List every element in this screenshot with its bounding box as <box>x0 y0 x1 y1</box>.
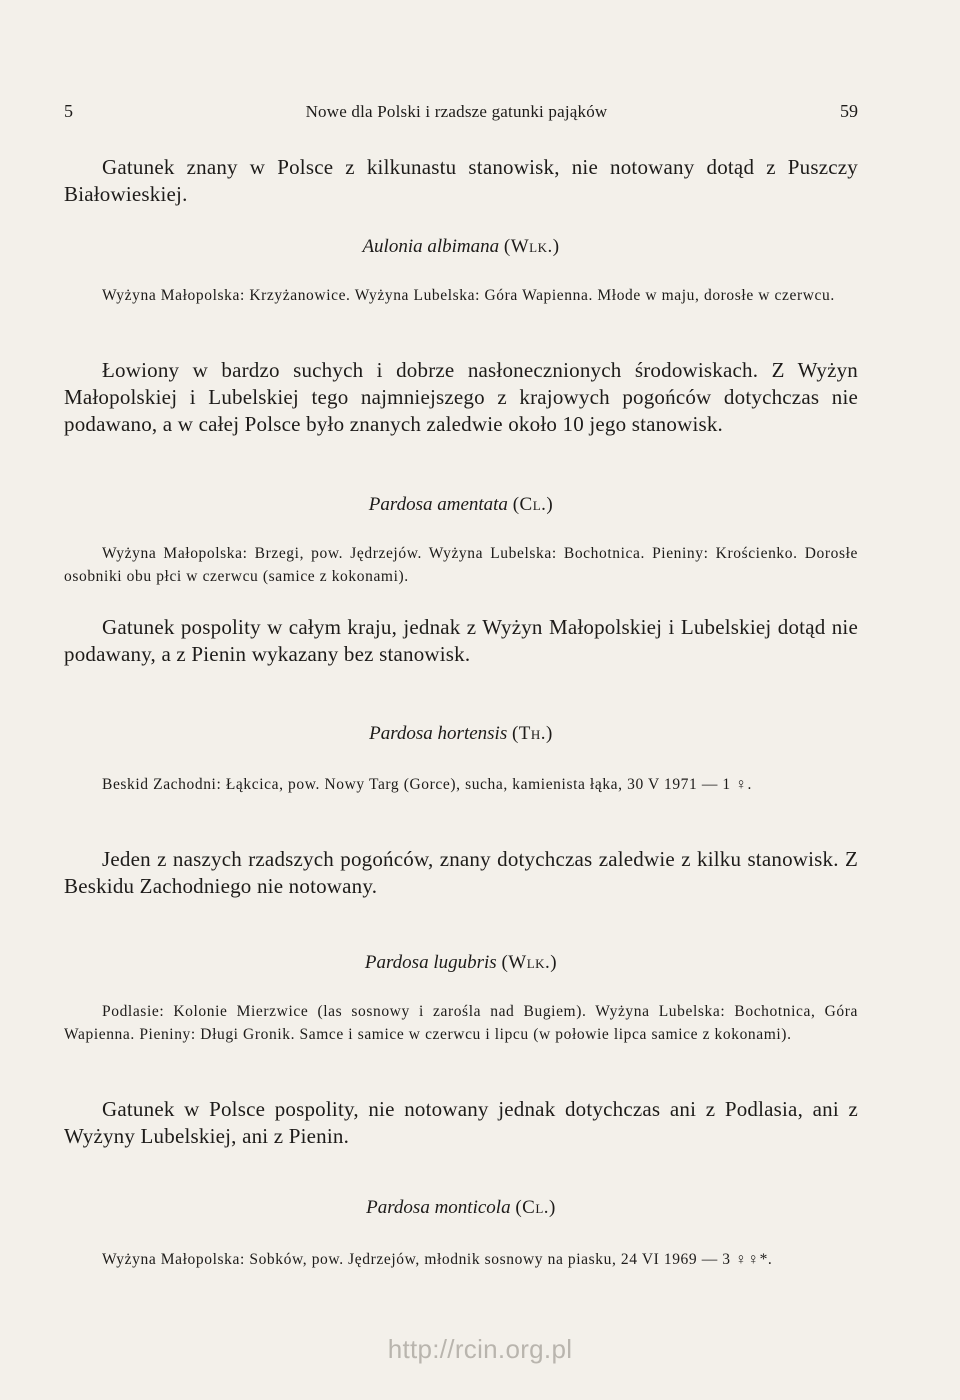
species-name: Pardosa amentata <box>368 494 508 515</box>
species-name: Aulonia albimana <box>362 236 500 257</box>
source-watermark: http://rcin.org.pl <box>387 1334 573 1364</box>
paragraph: Gatunek w Polsce pospolity, nie notowany jednak dotychczas ani z Podlasia, ani z Wyżyny Lubelskiej, ani z Pienin. <box>64 1097 858 1148</box>
species-name: Pardosa hortensis <box>369 723 508 744</box>
species-name: Pardosa monticola <box>366 1197 511 1218</box>
species-heading <box>64 494 858 516</box>
section-number: 5 <box>64 101 73 121</box>
species-records: Beskid Zachodni: Łąkcica, pow. Nowy Targ (Gorce), sucha, kamienista łąka, 30 V 1971 — 1 ♀. <box>102 776 752 793</box>
species-heading <box>64 236 858 258</box>
species-heading <box>64 952 858 974</box>
species-author: (Wlk.) <box>503 236 560 257</box>
species-author: (Wlk.) <box>501 952 558 973</box>
species-records: Wyżyna Małopolska: Krzyżanowice. Wyżyna Lubelska: Góra Wapienna. Młode w maju, dorosłe w czerwcu. <box>102 287 835 304</box>
paragraph: Jeden z naszych rzadszych pogońców, znany dotychczas zaledwie z kilku stanowisk. Z Beskidu Zachodniego nie notowany. <box>64 847 858 898</box>
species-author: (Cl.) <box>515 1197 556 1218</box>
species-records: Podlasie: Kolonie Mierzwice (las sosnowy i zarośla nad Bugiem). Wyżyna Lubelska: Bochotnica, Góra Wapienna. Pieniny: Długi Gronik. Samce i samice w czerwcu i lipcu (w połowie lipca samice z kokonami). <box>64 1003 858 1043</box>
species-records: Wyżyna Małopolska: Brzegi, pow. Jędrzejów. Wyżyna Lubelska: Bochotnica. Pieniny: Krościenko. Dorosłe osobniki obu płci w czerwcu (samice z kokonami). <box>64 545 858 585</box>
running-title: Nowe dla Polski i rzadsze gatunki pająków <box>305 102 608 121</box>
running-header <box>64 101 858 122</box>
paragraph: Łowiony w bardzo suchych i dobrze nasłonecznionych środowiskach. Z Wyżyn Małopolskiej i Lubelskiej tego najmniejszego z krajowych pogońców dotychczas nie podawano, a w całej Polsce było znanych zaledwie około 10 jego stanowisk. <box>64 358 858 436</box>
species-records: Wyżyna Małopolska: Sobków, pow. Jędrzejów, młodnik sosnowy na piasku, 24 VI 1969 — 3 ♀♀*. <box>102 1251 773 1268</box>
paragraph: Gatunek pospolity w całym kraju, jednak z Wyżyn Małopolskiej i Lubelskiej dotąd nie podawany, a z Pienin wykazany bez stanowisk. <box>64 615 858 666</box>
species-heading <box>64 723 858 745</box>
species-heading <box>64 1197 858 1219</box>
species-name: Pardosa lugubris <box>364 952 497 973</box>
paragraph: Gatunek znany w Polsce z kilkunastu stanowisk, nie notowany dotąd z Puszczy Białowieskiej. <box>64 155 858 206</box>
page-number: 59 <box>839 101 858 121</box>
species-author: (Th.) <box>511 723 553 744</box>
species-author: (Cl.) <box>512 494 554 515</box>
